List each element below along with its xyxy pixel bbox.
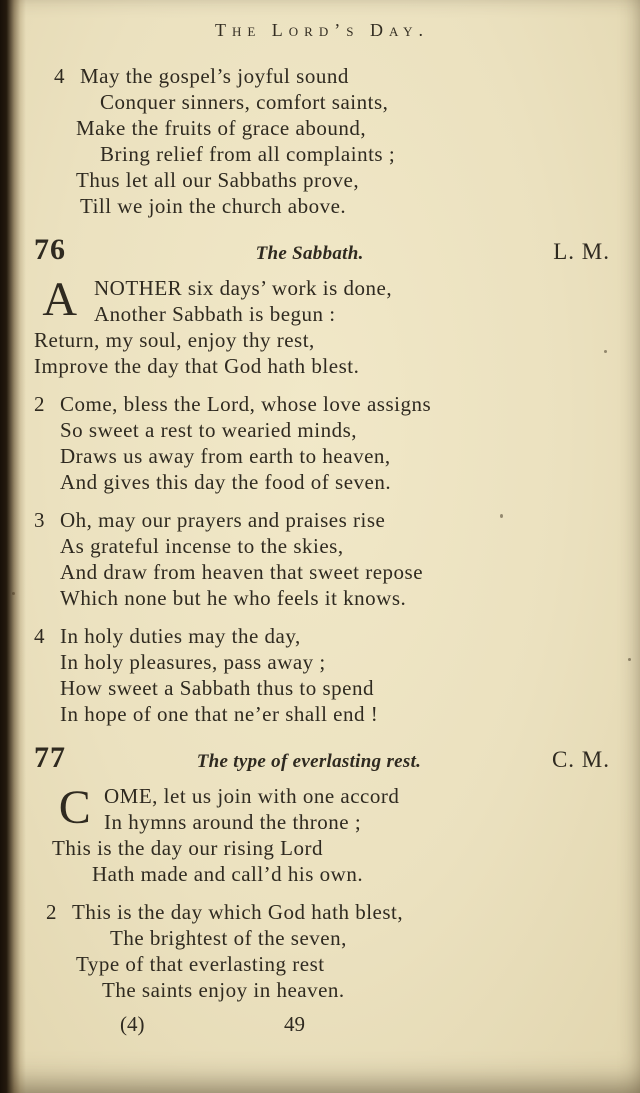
verse-line: Bring relief from all complaints ; xyxy=(100,142,396,166)
verse-line xyxy=(34,507,610,533)
stanza xyxy=(34,507,610,611)
page-footer xyxy=(34,1012,610,1042)
verse-line xyxy=(34,391,610,417)
hymn-meter: L. M. xyxy=(553,239,610,264)
verse-line: Thus let all our Sabbaths prove, xyxy=(76,168,360,192)
stanza xyxy=(34,391,610,495)
verse-line: In hope of one that ne’er shall end ! xyxy=(60,702,379,726)
verse-line: OME, let us join with one accord xyxy=(104,784,400,808)
verse-line: Draws us away from earth to heaven, xyxy=(60,444,391,468)
stanza xyxy=(34,623,610,727)
verse-line: The brightest of the seven, xyxy=(110,926,347,950)
scan-speck xyxy=(628,658,631,661)
verse-line xyxy=(34,623,610,649)
verse-line-text: In holy duties may the day, xyxy=(60,624,301,648)
stanza xyxy=(34,899,610,1003)
page-content xyxy=(34,0,610,1003)
stanza-number: 2 xyxy=(46,900,57,924)
verse-line: In hymns around the throne ; xyxy=(104,810,362,834)
stanza-number: 2 xyxy=(34,392,45,416)
verse-line: This is the day our rising Lord xyxy=(52,836,323,860)
verse-line: Return, my soul, enjoy thy rest, xyxy=(34,328,315,352)
continued-stanza xyxy=(34,63,610,219)
hymn-heading-77 xyxy=(34,741,610,773)
verse-line: Hath made and call’d his own. xyxy=(92,862,364,886)
verse-line-text: Oh, may our prayers and praises rise xyxy=(60,508,386,532)
stanza-number: 4 xyxy=(54,64,65,88)
verse-line: Conquer sinners, comfort saints, xyxy=(100,90,389,114)
verse-line: And gives this day the food of seven. xyxy=(60,470,392,494)
verse-line: So sweet a rest to wearied minds, xyxy=(60,418,358,442)
verse-line: How sweet a Sabbath thus to spend xyxy=(60,676,374,700)
hymn-number: 77 xyxy=(34,741,66,774)
dropcap-letter: A xyxy=(42,273,78,326)
verse-line: As grateful incense to the skies, xyxy=(60,534,344,558)
stanza xyxy=(34,275,610,379)
verse-line-text: This is the day which God hath blest, xyxy=(72,900,404,924)
verse-line: Another Sabbath is begun : xyxy=(94,302,336,326)
verse-line xyxy=(46,899,610,925)
stanza-number: 3 xyxy=(34,508,45,532)
stanza xyxy=(34,783,610,887)
verse-line: Type of that everlasting rest xyxy=(76,952,325,976)
stanza-number: 4 xyxy=(34,624,45,648)
verse-line: NOTHER six days’ work is done, xyxy=(94,276,393,300)
hymn-number: 76 xyxy=(34,233,66,266)
hymn-title: The Sabbath. xyxy=(255,243,364,264)
verse-line: Improve the day that God hath blest. xyxy=(34,354,360,378)
verse-line: The saints enjoy in heaven. xyxy=(102,978,345,1002)
page-number: 49 xyxy=(284,1012,305,1036)
binding-shadow xyxy=(0,0,26,1093)
verse-line: And draw from heaven that sweet repose xyxy=(60,560,424,584)
running-header: The Lord’s Day. xyxy=(214,20,430,40)
verse-line: Which none but he who feels it knows. xyxy=(60,586,407,610)
verse-line: Make the fruits of grace abound, xyxy=(76,116,367,140)
verse-line xyxy=(54,63,610,89)
verse-line: In holy pleasures, pass away ; xyxy=(60,650,326,674)
verse-line-text: May the gospel’s joyful sound xyxy=(80,64,349,88)
hymn-heading-76 xyxy=(34,233,610,265)
hymn-meter: C. M. xyxy=(551,747,610,772)
verse-line-text: Come, bless the Lord, whose love assigns xyxy=(60,392,432,416)
signature-mark: (4) xyxy=(120,1012,145,1036)
dropcap-letter: C xyxy=(58,781,92,834)
verse-line: Till we join the church above. xyxy=(80,194,347,218)
hymn-title: The type of everlasting rest. xyxy=(196,751,422,772)
